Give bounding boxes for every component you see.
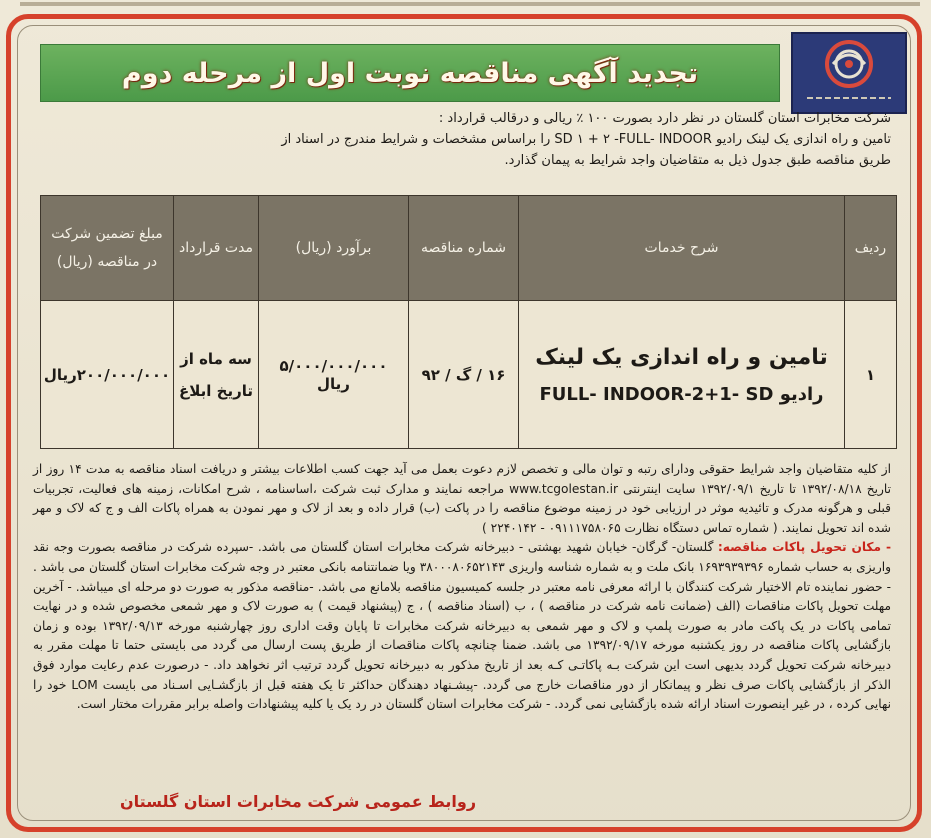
cell-service bbox=[519, 301, 845, 449]
cell-duration: سه ماه از تاریخ ابلاغ bbox=[174, 301, 259, 449]
title-banner bbox=[40, 44, 780, 102]
delivery-details: گلستان- گرگان- خیابان شهید بهشتی - دبیرخانه شرکت مخابرات استان گلستان می باشد. -سپرده شرکت در مناقصه بصورت وجه نقد واریزی به حساب شماره ۱۶۹۳۹۳۹۳۹۶ بانک ملت و به شماره شناسه واریزی ۳۸۰۰۰۸۰۶۵۲۱۴۳ ویا ضمانتنامه بانکی معتبر در وجه شرکت مخابرات استان گلستان می باشد . - حضور نماینده تام الاختیار شرکت کنندگان با ارائه معرفی نامه معتبر در جلسه کمیسیون مناقصه بلامانع می باشد. -مناقصه مذکور به صورت دو مرحله ای میباشد. - آخرین مهلت تحویل پاکات مناقصات (الف (ضمانت نامه شرکت در مناقصه ) ، ب (اسناد مناقصه ) ، ج (پیشنهاد قیمت ) به صورت لاک و مهر شمعی مخصوص شده و در نهایت تمامی پاکات در یک پاکت مادر به صورت پلمپ و لاک و مهر شمعی به دبیرخانه شرکت مخابرات تا پایان وقت اداری روز چهارشنبه مورخه ۱۳۹۲/۰۹/۱۳ بوده و زمان بازگشایی پاکات مناقصه در روز یکشنبه مورخه ۱۳۹۲/۰۹/۱۷ می باشد. ضمنا چنانچه پاکات مناقصات از طریق پست ارسال می گردد می بایستی حتما تا مهلت مقرر به دبیرخانه شرکت تحویل گردد بدیهی است این شرکت بـه پاکاتـی کـه بعد از تاریخ مذکور به دبیرخانه تحویل گردد ترتیب اثر نخواهد داد. - درصورت عدم رعایت موارد فوق الذکر از بازگشایی پاکات صرف نظر و پیمانکار از دور مناقصات خارج می گردد. -پیشـنهاد دهندگان حداکثر تا یک هفته قبل از بازگشـایی اسـناد می بایست LOM خود را نهایی کرده ، در غیر اینصورت اسناد ارائه شده بازگشایی نمی گردد. - شرکت مخابرات استان گلستان در رد یک یا کلیه پیشنهادات واصله برابر مقررات مختار است. bbox=[33, 540, 892, 712]
intro-line-2: تامین و راه اندازی یک لینک رادیو SD ۱ + ۲ -FULL- INDOOR را براساس مشخصات و شرایط مندرج در اسناد از bbox=[281, 132, 891, 147]
intro-line-1: شرکت مخابرات استان گلستان در نظر دارد بصورت ۱۰۰ ٪ ریالی و درقالب قرارداد : bbox=[438, 111, 891, 126]
delivery-location-label: - مکان تحویل پاکات مناقصه: bbox=[717, 540, 891, 555]
service-title: تامین و راه اندازی یک لینک bbox=[535, 344, 828, 370]
cell-estimate: ۵/۰۰۰/۰۰۰/۰۰۰ ریال bbox=[259, 301, 409, 449]
telecom-logo-icon bbox=[791, 32, 907, 114]
tender-table bbox=[40, 195, 897, 449]
table-row bbox=[41, 301, 897, 449]
header-estimate: برآورد (ریال) bbox=[259, 196, 409, 301]
header-duration: مدت قرارداد bbox=[174, 196, 259, 301]
intro-text bbox=[41, 108, 891, 171]
cell-row-number: ۱ bbox=[845, 301, 897, 449]
ad-body bbox=[33, 460, 891, 715]
cell-guarantee: ۲۰۰/۰۰۰/۰۰۰ریال bbox=[41, 301, 174, 449]
public-relations-signature: روابط عمومی شرکت مخابرات استان گلستان bbox=[120, 792, 477, 811]
table-header-row bbox=[41, 196, 897, 301]
header-tender-number: شماره مناقصه bbox=[409, 196, 519, 301]
body-paragraph-2 bbox=[33, 538, 891, 714]
intro-line-3: طریق مناقصه طبق جدول ذیل به متقاضیان واجد شرایط به پیمان گذارد. bbox=[504, 153, 891, 168]
ad-title: تجدید آگهی مناقصه نوبت اول از مرحله دوم bbox=[121, 57, 699, 89]
header-row-number: ردیف bbox=[845, 196, 897, 301]
service-subtitle: رادیو FULL- INDOOR-2+1- SD bbox=[539, 383, 824, 405]
cell-tender-number: ۱۶ / گ / ۹۲ bbox=[409, 301, 519, 449]
header-service: شرح خدمات bbox=[519, 196, 845, 301]
body-paragraph-1: از کلیه متقاضیان واجد شرایط حقوقی ودارای رتبه و توان مالی و تخصص لازم دعوت بعمل می آید جهت کسب اطلاعات بیشتر و دریافت اسناد مناقصه به مدت ۱۴ روز از تاریخ ۱۳۹۲/۰۸/۱۸ تا تاریخ ۱۳۹۲/۰۹/۱ سایت اینترنتی www.tcgolestan.ir مراجعه نمایند و مدارک ثبت شرکت ،اساسنامه ، شرح امکانات، زمینه های فعالیت، تجربیات قبلی و هرگونه مدرک و تائیدیه موثر در ارزیابی خود در زمینه موضوع مناقصه را در پاکت (ب) قرار داده و بعد از لاک و مهر نمودن به همراه پاکات الف و ج که لاک و مهر شده اند تحویل نمایند. ( شماره تماس دستگاه نظارت ۰۹۱۱۱۷۵۸۰۶۵ - ۲۲۴۰۱۴۲ ) bbox=[33, 462, 892, 535]
header-guarantee: مبلغ تضمین شرکت در مناقصه (ریال) bbox=[41, 196, 174, 301]
top-divider bbox=[20, 2, 920, 6]
